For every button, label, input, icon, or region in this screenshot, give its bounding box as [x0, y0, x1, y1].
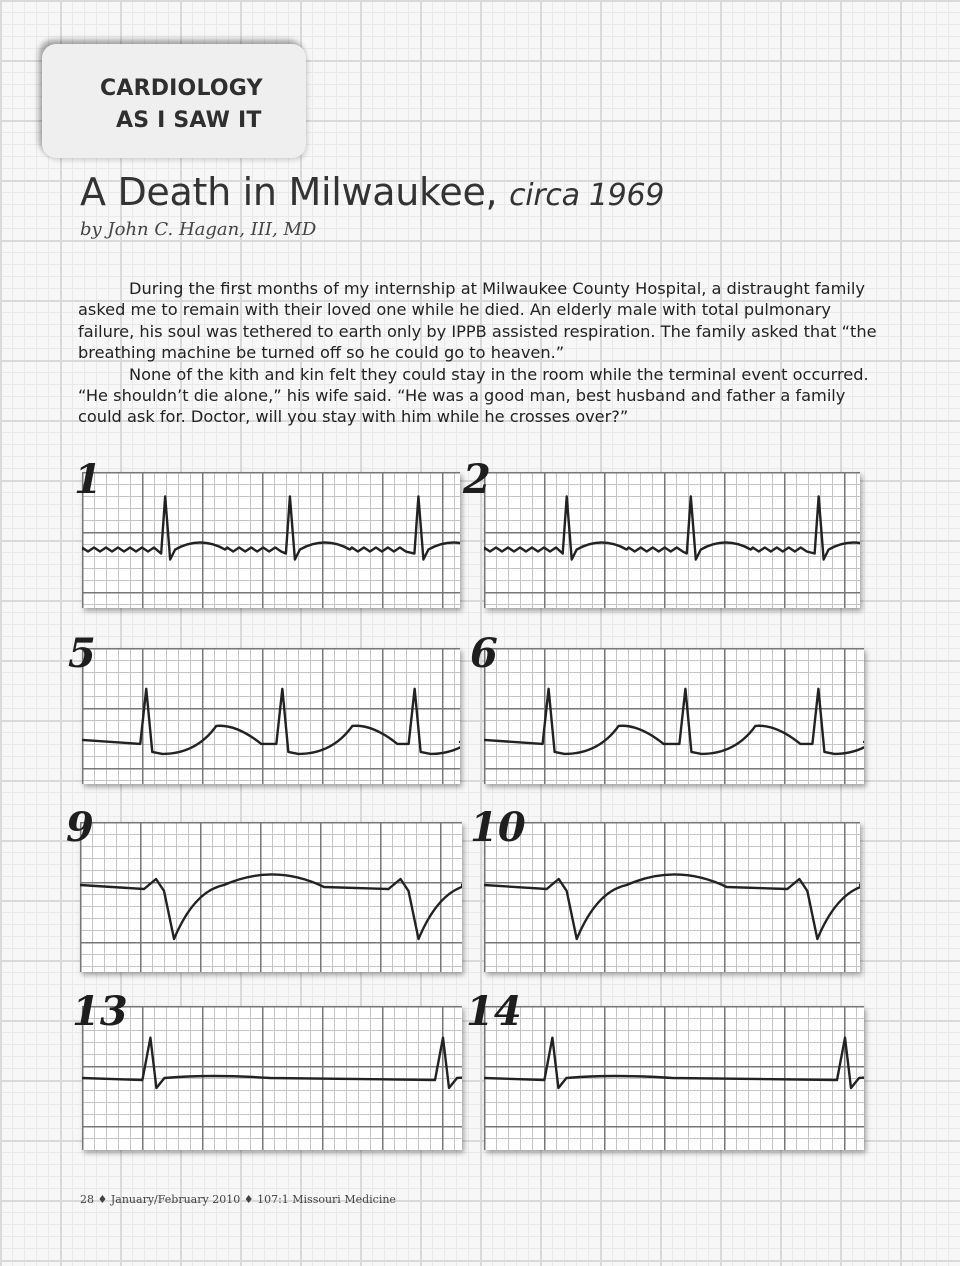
author-byline: by John C. Hagan, III, MD: [80, 219, 317, 240]
strip-label: 9: [66, 804, 94, 851]
ecg-strip: [82, 1006, 462, 1150]
strip-label: 10: [470, 804, 526, 851]
strip-label: 2: [463, 456, 491, 503]
strip-label: 14: [466, 988, 522, 1035]
ecg-trace-svg: [484, 822, 860, 972]
ecg-strip: [82, 472, 460, 608]
strip-label: 6: [470, 630, 498, 677]
footer-separator: ♦: [243, 1193, 254, 1206]
article-title-main: A Death in Milwaukee,: [80, 170, 498, 214]
article-title: [80, 170, 664, 214]
section-label-line2: AS I SAW IT: [116, 108, 262, 133]
ecg-trace: [82, 496, 460, 559]
ecg-trace: [80, 874, 462, 939]
ecg-strip: [80, 822, 462, 972]
ecg-trace: [484, 1038, 864, 1088]
footer-separator: ♦: [97, 1193, 108, 1206]
article-title-circa: circa 1969: [509, 178, 665, 213]
article-body: [78, 278, 878, 428]
ecg-trace-svg: [82, 1006, 462, 1150]
page-footer: [80, 1193, 396, 1206]
section-tab: [42, 44, 306, 158]
ecg-trace-svg: [80, 822, 462, 972]
ecg-strip: [484, 648, 864, 784]
body-paragraph: During the first months of my internship at Milwaukee County Hospital, a distraught family asked me to remain with their loved one while he died. An elderly male with total pulmonary failure, his soul was tethered to earth only by IPPB assisted respiration. The family asked that “the breathing machine be turned off so he could go to heaven.”: [78, 279, 877, 363]
body-paragraph: None of the kith and kin felt they could stay in the room while the terminal event occurred. “He shouldn’t die alone,” his wife said. “He was a good man, best husband and father a family could ask for. Doctor, will you stay with him while he crosses over?”: [78, 364, 869, 427]
ecg-trace: [82, 1038, 462, 1088]
issue-date: January/February 2010: [110, 1193, 241, 1206]
ecg-strip: [484, 822, 860, 972]
ecg-trace: [82, 689, 460, 754]
ecg-trace-svg: [82, 648, 460, 784]
ecg-trace-svg: [484, 472, 860, 608]
journal-volume: 107:1 Missouri Medicine: [257, 1193, 396, 1206]
ecg-trace: [484, 874, 860, 939]
ecg-trace-svg: [484, 648, 864, 784]
strip-label: 5: [68, 630, 96, 677]
ecg-trace-svg: [484, 1006, 864, 1150]
strip-label: 1: [74, 456, 102, 503]
strip-label: 13: [72, 988, 128, 1035]
ecg-trace: [484, 689, 864, 754]
ecg-strip: [82, 648, 460, 784]
section-label-line1: CARDIOLOGY: [100, 76, 263, 101]
ecg-strip: [484, 1006, 864, 1150]
ecg-trace: [484, 496, 860, 559]
page-number: 28: [80, 1193, 94, 1206]
ecg-trace-svg: [82, 472, 460, 608]
ecg-strip: [484, 472, 860, 608]
